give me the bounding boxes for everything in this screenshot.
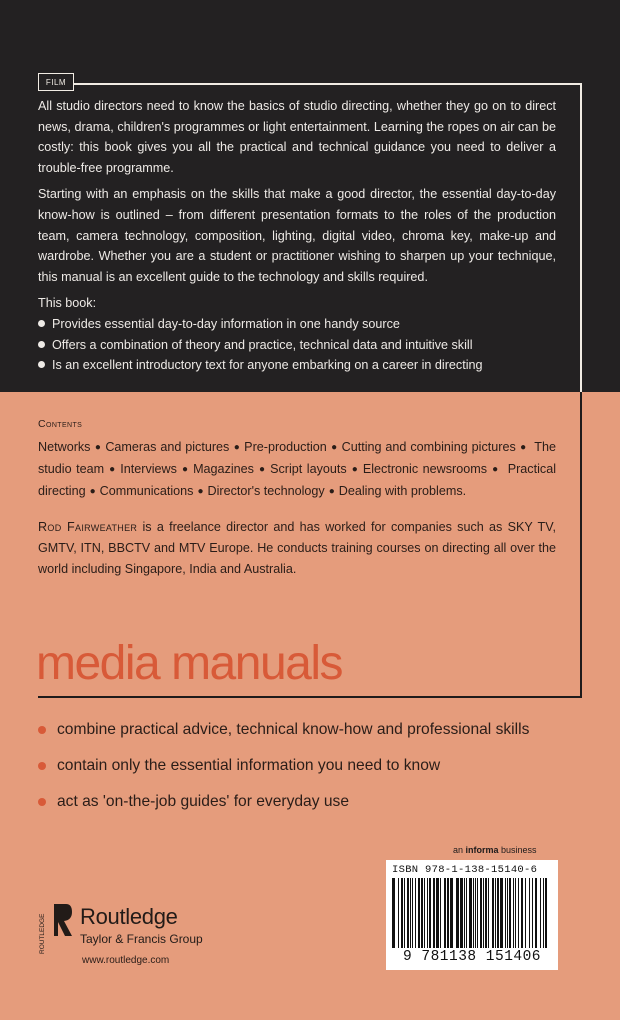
bullet-separator-icon: ● xyxy=(197,486,204,497)
barcode-bar xyxy=(507,878,508,948)
barcode-bar xyxy=(521,878,523,948)
contents-item: Script layouts xyxy=(270,462,347,476)
barcode-bar xyxy=(412,878,413,948)
barcode-bar xyxy=(540,878,541,948)
barcode-bar xyxy=(460,878,463,948)
book-blurb xyxy=(38,96,556,376)
barcode-bar xyxy=(480,878,482,948)
blurb-bullet: Provides essential day-to-day information in one handy source xyxy=(38,314,556,335)
contents-item: Cutting and combining pictures xyxy=(341,440,516,454)
this-book-label: This book: xyxy=(38,296,97,311)
blurb-bullet: Offers a combination of theory and practice, technical data and intuitive skill xyxy=(38,335,556,356)
barcode-bar xyxy=(532,878,533,948)
series-feature-list xyxy=(38,712,529,820)
contents-item: Magazines xyxy=(193,462,254,476)
bullet-dot-icon xyxy=(38,798,46,806)
barcode-bar xyxy=(436,878,439,948)
bullet-separator-icon: ● xyxy=(350,464,359,475)
barcode-bar xyxy=(518,878,519,948)
bullet-dot-icon xyxy=(38,726,46,734)
contents-title: Contents xyxy=(38,418,83,430)
contents-item: Dealing with problems. xyxy=(338,484,467,498)
contents-item: Interviews xyxy=(120,462,177,476)
bullet-separator-icon: ● xyxy=(330,442,338,453)
barcode-bar xyxy=(483,878,484,948)
barcode-bar xyxy=(495,878,496,948)
series-feature: combine practical advice, technical know-how and professional skills xyxy=(38,712,529,748)
barcode-bar xyxy=(410,878,411,948)
series-title: media manuals xyxy=(36,637,342,690)
publisher-group: Taylor & Francis Group xyxy=(80,932,203,946)
publisher-name: Routledge xyxy=(80,904,178,929)
author-bio xyxy=(38,517,556,580)
bullet-separator-icon: ● xyxy=(233,442,241,453)
bullet-dot-icon xyxy=(38,361,45,368)
author-bio-text: is a freelance director and has worked for companies such as SKY TV, GMTV, ITN, BBCTV and MTV Europe. He conducts training courses on directing all over the world including Singapore, India and Australia. xyxy=(38,520,556,576)
bullet-separator-icon: ● xyxy=(108,464,117,475)
barcode-bar xyxy=(447,878,449,948)
blurb-paragraph-1: All studio directors need to know the basics of studio directing, whether they go on to direct news, drama, children's programmes or light entertainment. Learning the ropes on air can be costly: this book gives you all the practical and technical guidance you need to deliver a trouble-free programme. xyxy=(38,99,556,175)
series-feature: contain only the essential information you need to know xyxy=(38,748,529,784)
bullet-separator-icon: ● xyxy=(328,486,335,497)
barcode-bar xyxy=(535,878,537,948)
barcode-bar xyxy=(456,878,459,948)
bullet-dot-icon xyxy=(38,762,46,770)
isbn-barcode xyxy=(386,860,558,970)
barcode-bar xyxy=(477,878,478,948)
contents-section xyxy=(38,414,556,503)
frame-line-top xyxy=(70,83,582,85)
barcode-bar xyxy=(488,878,489,948)
barcode-bar xyxy=(475,878,476,948)
barcode-bar xyxy=(469,878,472,948)
bullet-dot-icon xyxy=(38,341,45,348)
blurb-paragraph-2: Starting with an emphasis on the skills that make a good director, the essential day-to-day know-how is outlined – from different presentation formats to the roles of the production team, camera technology, composition, lighting, digital video, chroma key, make-up and wardrobe. Whether you are a student or practitioner wishing to sharpen up your technique, this manual is an excellent guide to the technology and skills required. xyxy=(38,187,556,284)
barcode-digits: 9 781138 151406 xyxy=(402,949,542,965)
contents-item: Communications xyxy=(99,484,194,498)
barcode-bar xyxy=(427,878,428,948)
barcode-bar xyxy=(525,878,526,948)
routledge-logo-icon xyxy=(38,900,74,956)
informa-tagline: an informa business xyxy=(453,845,537,855)
category-label: FILM xyxy=(38,73,74,91)
barcode-bar xyxy=(424,878,425,948)
barcode-bar xyxy=(440,878,441,948)
publisher-url: www.routledge.com xyxy=(82,955,170,966)
barcode-bar xyxy=(500,878,503,948)
informa-brand: informa xyxy=(465,845,499,855)
barcode-bar xyxy=(444,878,446,948)
bullet-dot-icon xyxy=(38,320,45,327)
bullet-separator-icon: ● xyxy=(491,464,500,475)
barcode-bar xyxy=(433,878,435,948)
contents-item: Electronic newsrooms xyxy=(362,462,488,476)
barcode-bar xyxy=(492,878,494,948)
contents-item: Director's technology xyxy=(207,484,325,498)
barcode-bar xyxy=(398,878,399,948)
barcode-bar xyxy=(392,878,395,948)
barcode-bar xyxy=(429,878,431,948)
series-feature: act as 'on-the-job guides' for everyday use xyxy=(38,784,529,820)
barcode-bars-icon xyxy=(392,878,552,948)
barcode-bar xyxy=(485,878,487,948)
barcode-bar xyxy=(509,878,511,948)
barcode-bar xyxy=(513,878,514,948)
author-name: Rod Fairweather xyxy=(38,520,138,534)
contents-item: Pre-production xyxy=(244,440,327,454)
svg-text:ROUTLEDGE: ROUTLEDGE xyxy=(39,913,46,954)
blurb-bullet: Is an excellent introductory text for anyone embarking on a career in directing xyxy=(38,355,556,376)
bullet-separator-icon: ● xyxy=(180,464,190,475)
barcode-bar xyxy=(529,878,530,948)
barcode-bar xyxy=(545,878,547,948)
bullet-separator-icon: ● xyxy=(94,442,102,453)
contents-list xyxy=(38,437,556,503)
blurb-bullet-list xyxy=(38,314,556,376)
barcode-bar xyxy=(515,878,516,948)
barcode-bar xyxy=(404,878,405,948)
barcode-bar xyxy=(464,878,465,948)
contents-item: Practical directing xyxy=(38,462,556,498)
barcode-bar xyxy=(473,878,474,948)
frame-line-bottom xyxy=(38,696,582,698)
bullet-separator-icon: ● xyxy=(257,464,267,475)
bullet-separator-icon: ● xyxy=(519,442,527,453)
frame-line-right-lower xyxy=(580,392,582,698)
barcode-bar xyxy=(421,878,423,948)
barcode-bar xyxy=(497,878,499,948)
barcode-bar xyxy=(450,878,453,948)
barcode-bar xyxy=(407,878,409,948)
contents-item: The studio team xyxy=(38,440,556,476)
isbn-text: ISBN 978-1-138-15140-6 xyxy=(392,864,538,876)
bullet-separator-icon: ● xyxy=(89,486,96,497)
barcode-bar xyxy=(543,878,544,948)
barcode-bar xyxy=(505,878,506,948)
publisher-logo-block xyxy=(38,900,258,960)
barcode-bar xyxy=(418,878,420,948)
barcode-bar xyxy=(401,878,403,948)
barcode-bar xyxy=(415,878,416,948)
contents-item: Networks xyxy=(38,440,91,454)
barcode-bar xyxy=(466,878,467,948)
contents-item: Cameras and pictures xyxy=(105,440,230,454)
